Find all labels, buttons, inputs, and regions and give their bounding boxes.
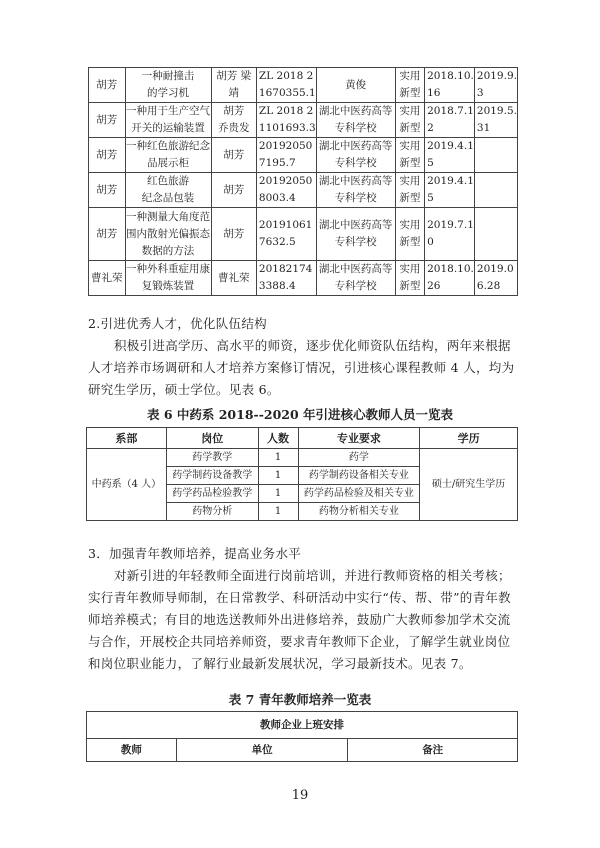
patent-owner-cell: 湖北中医药高等 专科学校 <box>316 261 395 296</box>
patent-inventor-cell: 胡芳 <box>89 138 126 173</box>
table7-caption: 表 7 青年教师培养一览表 <box>228 692 372 707</box>
patent-designers-cell: 胡芳 梁靖 <box>211 68 256 103</box>
patent-type-cell: 实用 新型 <box>395 173 425 208</box>
patent-applied-cell: 2019.7.1 0 <box>425 208 475 261</box>
patent-granted-cell <box>474 173 517 208</box>
patent-granted-cell: 2019.0 6.28 <box>474 261 517 296</box>
table6-header-dept: 系部 <box>87 428 167 449</box>
patent-inventor-cell: 胡芳 <box>89 208 126 261</box>
patent-designers-cell: 胡芳 <box>211 208 256 261</box>
table6-header-edu: 学历 <box>420 428 518 449</box>
patent-granted-cell <box>474 208 517 261</box>
patent-applied-cell: 2019.4.1 5 <box>425 138 475 173</box>
patent-applied-cell: 2018.10. 16 <box>425 68 475 103</box>
table6-post: 药物分析 <box>166 503 258 521</box>
patent-number-cell: 20191061 7632.5 <box>256 208 316 261</box>
table6-header-post: 岗位 <box>166 428 258 449</box>
table6-department: 中药系（4 人） <box>87 449 167 521</box>
table7 <box>86 711 518 762</box>
section2-body: 积极引进高学历、高水平的师资，逐步优化师资队伍结构，两年来根据人才培养市场调研和人才培养方案修订情况，引进核心课程教师 4 人，均为研究生学历，硕士学位。见表 6。 <box>88 338 515 397</box>
patent-applied-cell: 2018.7.1 2 <box>425 103 475 138</box>
table6-header-count: 人数 <box>258 428 298 449</box>
patent-owner-cell: 湖北中医药高等 专科学校 <box>316 138 395 173</box>
patent-inventor-cell: 胡芳 <box>89 173 126 208</box>
patent-owner-cell: 湖北中医药高等 专科学校 <box>316 208 395 261</box>
patent-type-cell: 实用 新型 <box>395 138 425 173</box>
table7-header-remark: 备注 <box>348 739 518 762</box>
patent-type-cell: 实用 新型 <box>395 103 425 138</box>
patent-inventor-cell: 胡芳 <box>89 68 126 103</box>
patent-type-cell: 实用 新型 <box>395 68 425 103</box>
patent-title-cell: 一种用于生产空气 开关的运输装置 <box>125 103 211 138</box>
patent-applied-cell: 2018.10. 26 <box>425 261 475 296</box>
table-row <box>89 68 518 103</box>
patent-number-cell: ZL 2018 2 1670355.1 <box>256 68 316 103</box>
table7-title: 教师企业上班安排 <box>87 712 518 739</box>
patents-table <box>88 67 518 296</box>
section3-body: 对新引进的年轻教师全面进行岗前培训，并进行教师资格的相关考核；实行青年教师导师制，在日常教学、科研活动中实行“传、帮、带”的青年教师培养模式；有目的地选送教师外出进修培养，鼓励广大教师参加学术交流与合作，开展校企共同培养师资，要求青年教师下企业，了解学生就业岗位和岗位职业能力，了解行业最新发展状况，学习最新技术。见表 7。 <box>88 568 511 671</box>
patent-inventor-cell: 曹礼荣 <box>89 261 126 296</box>
table6-count: 1 <box>258 503 298 521</box>
section3-heading: 3．加强青年教师培养，提高业务水平 <box>88 546 302 561</box>
table6-count: 1 <box>258 467 298 485</box>
patent-title-cell: 一种外科重症用康 复锻炼装置 <box>125 261 211 296</box>
patent-type-cell: 实用 新型 <box>395 261 425 296</box>
table6-caption: 表 6 中药系 2018--2020 年引进核心教师人员一览表 <box>146 407 454 422</box>
patent-title-cell: 一种测量大角度范 围内散射光偏振态 数据的方法 <box>125 208 211 261</box>
table6-header-row <box>87 428 518 449</box>
table-row <box>89 138 518 173</box>
section2-heading: 2.引进优秀人才，优化队伍结构 <box>88 316 267 331</box>
table-row <box>87 449 518 467</box>
table-row <box>89 103 518 138</box>
table6-req: 药学 <box>298 449 420 467</box>
table6-post: 药学药品检验教学 <box>166 485 258 503</box>
table6-count: 1 <box>258 485 298 503</box>
patent-designers-cell: 曹礼荣 <box>211 261 256 296</box>
patent-title-cell: 一种红色旅游纪念 品展示柜 <box>125 138 211 173</box>
table6-post: 药学制药设备教学 <box>166 467 258 485</box>
patent-inventor-cell: 胡芳 <box>89 103 126 138</box>
table-row <box>89 208 518 261</box>
patent-owner-cell: 湖北中医药高等 专科学校 <box>316 173 395 208</box>
table7-title-row <box>87 712 518 739</box>
patent-type-cell: 实用 新型 <box>395 208 425 261</box>
patent-granted-cell: 2019.9. 3 <box>474 68 517 103</box>
table7-header-teacher: 教师 <box>87 739 177 762</box>
patent-granted-cell: 2019.5. 31 <box>474 103 517 138</box>
table6-count: 1 <box>258 449 298 467</box>
patent-applied-cell: 2019.4.1 5 <box>425 173 475 208</box>
table-row <box>89 261 518 296</box>
patent-title-cell: 红色旅游 纪念品包装 <box>125 173 211 208</box>
patent-designers-cell: 胡芳 <box>211 138 256 173</box>
table6-req: 药学制药设备相关专业 <box>298 467 420 485</box>
patent-designers-cell: 胡芳 <box>211 173 256 208</box>
patent-number-cell: 20192050 7195.7 <box>256 138 316 173</box>
patent-granted-cell <box>474 138 517 173</box>
table6-req: 药物分析相关专业 <box>298 503 420 521</box>
table6-header-req: 专业要求 <box>298 428 420 449</box>
table7-header-row <box>87 739 518 762</box>
patent-designers-cell: 胡芳 乔贵发 <box>211 103 256 138</box>
patent-number-cell: 20192050 8003.4 <box>256 173 316 208</box>
patent-title-cell: 一种耐撞击 的学习机 <box>125 68 211 103</box>
patent-number-cell: 20182174 3388.4 <box>256 261 316 296</box>
patent-owner-cell: 湖北中医药高等 专科学校 <box>316 103 395 138</box>
table-row <box>89 173 518 208</box>
table6 <box>86 427 518 521</box>
page-number: 19 <box>291 788 309 803</box>
table6-education: 硕士/研究生学历 <box>420 449 518 521</box>
patent-owner-cell: 黄俊 <box>316 68 395 103</box>
table6-req: 药学药品检验及相关专业 <box>298 485 420 503</box>
table6-post: 药学教学 <box>166 449 258 467</box>
table7-header-unit: 单位 <box>176 739 348 762</box>
patent-number-cell: ZL 2018 2 1101693.3 <box>256 103 316 138</box>
